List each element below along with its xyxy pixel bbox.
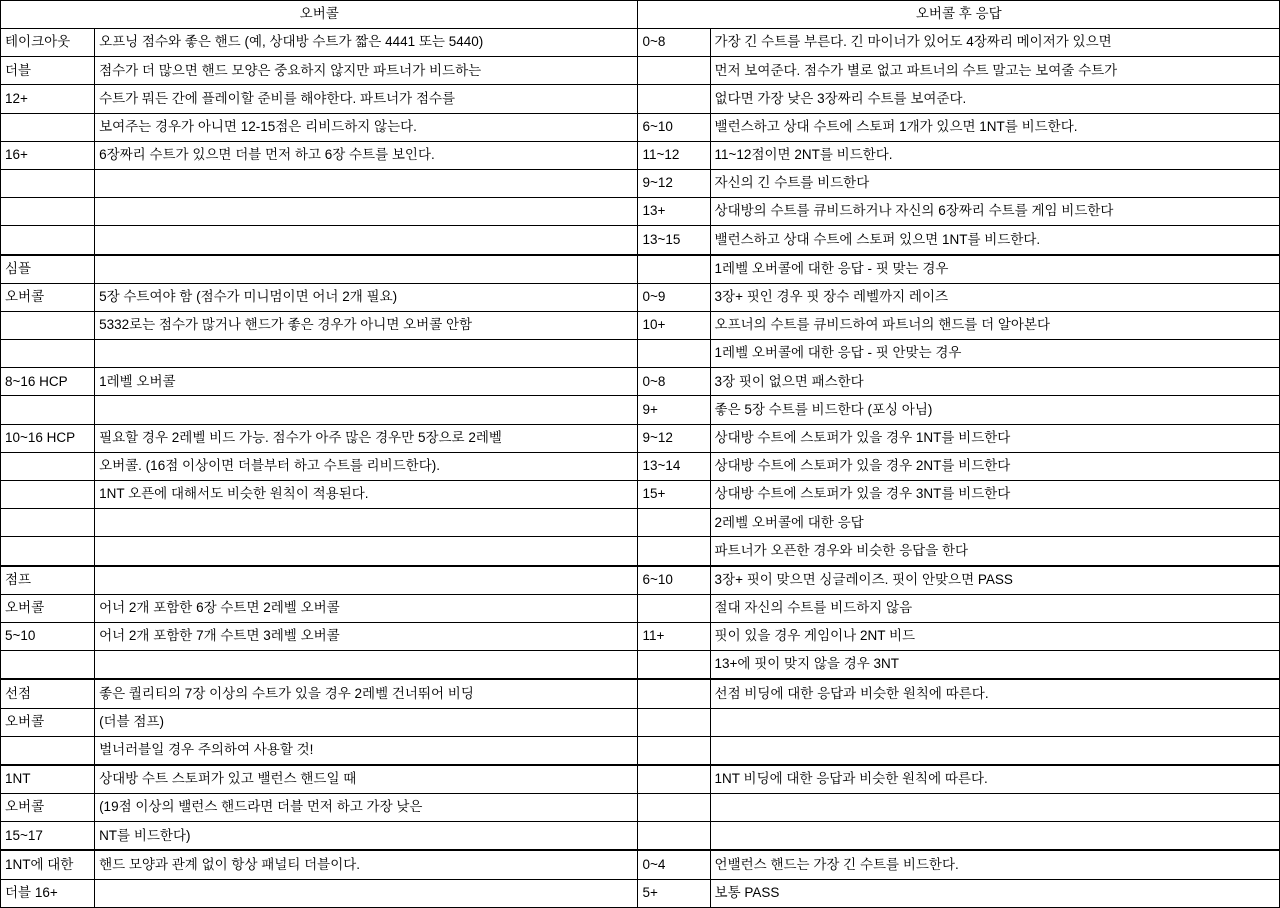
cell-category: 오버콜 <box>1 594 95 622</box>
cell-category <box>1 396 95 424</box>
cell-overcall-desc <box>95 169 638 197</box>
cell-category: 테이크아웃 <box>1 29 95 57</box>
cell-category <box>1 340 95 368</box>
cell-category: 1NT에 대한 <box>1 850 95 879</box>
cell-overcall-desc: 어너 2개 포함한 7개 수트면 3레벨 오버콜 <box>95 622 638 650</box>
cell-category: 오버콜 <box>1 708 95 736</box>
table-row <box>1 651 1280 680</box>
cell-response-desc: 절대 자신의 수트를 비드하지 않음 <box>710 594 1279 622</box>
table-header-row <box>1 1 1280 29</box>
cell-overcall-desc: 5장 수트여야 함 (점수가 미니멈이면 어너 2개 필요) <box>95 283 638 311</box>
cell-category: 오버콜 <box>1 283 95 311</box>
cell-response-desc: 상대방 수트에 스토퍼가 있을 경우 2NT를 비드한다 <box>710 452 1279 480</box>
cell-category: 오버콜 <box>1 794 95 822</box>
cell-points: 5+ <box>638 879 710 907</box>
table-row <box>1 537 1280 566</box>
table-row <box>1 113 1280 141</box>
cell-points <box>638 85 710 113</box>
cell-overcall-desc: 5332로는 점수가 많거나 핸드가 좋은 경우가 아니면 오버콜 안함 <box>95 311 638 339</box>
cell-overcall-desc <box>95 509 638 537</box>
cell-category: 15~17 <box>1 822 95 851</box>
cell-category <box>1 537 95 566</box>
cell-category: 심플 <box>1 255 95 284</box>
table-row <box>1 566 1280 595</box>
cell-category: 더블 <box>1 57 95 85</box>
cell-response-desc: 좋은 5장 수트를 비드한다 (포싱 아님) <box>710 396 1279 424</box>
table-row <box>1 340 1280 368</box>
table-row <box>1 452 1280 480</box>
table-row <box>1 141 1280 169</box>
table-row <box>1 594 1280 622</box>
cell-overcall-desc: (19점 이상의 밸런스 핸드라면 더블 먼저 하고 가장 낮은 <box>95 794 638 822</box>
cell-category: 1NT <box>1 765 95 794</box>
cell-points: 13~14 <box>638 452 710 480</box>
table-row <box>1 708 1280 736</box>
cell-response-desc: 3장+ 핏이 맞으면 싱글레이즈. 핏이 안맞으면 PASS <box>710 566 1279 595</box>
cell-response-desc: 1NT 비딩에 대한 응답과 비슷한 원칙에 따른다. <box>710 765 1279 794</box>
cell-points: 13~15 <box>638 226 710 255</box>
table-row <box>1 255 1280 284</box>
cell-category: 5~10 <box>1 622 95 650</box>
cell-points <box>638 57 710 85</box>
cell-category <box>1 226 95 255</box>
cell-response-desc: 1레벨 오버콜에 대한 응답 - 핏 안맞는 경우 <box>710 340 1279 368</box>
cell-category <box>1 311 95 339</box>
cell-points <box>638 736 710 765</box>
cell-points: 9+ <box>638 396 710 424</box>
cell-response-desc <box>710 794 1279 822</box>
cell-category: 점프 <box>1 566 95 595</box>
table-row <box>1 396 1280 424</box>
cell-points: 9~12 <box>638 169 710 197</box>
table-row <box>1 736 1280 765</box>
cell-points: 0~4 <box>638 850 710 879</box>
cell-overcall-desc: 6장짜리 수트가 있으면 더블 먼저 하고 6장 수트를 보인다. <box>95 141 638 169</box>
cell-response-desc: 먼저 보여준다. 점수가 별로 없고 파트너의 수트 말고는 보여줄 수트가 <box>710 57 1279 85</box>
table-row <box>1 679 1280 708</box>
cell-overcall-desc <box>95 879 638 907</box>
cell-points <box>638 594 710 622</box>
cell-response-desc: 핏이 있을 경우 게임이나 2NT 비드 <box>710 622 1279 650</box>
cell-overcall-desc: 점수가 더 많으면 핸드 모양은 중요하지 않지만 파트너가 비드하는 <box>95 57 638 85</box>
cell-overcall-desc: NT를 비드한다) <box>95 822 638 851</box>
cell-category <box>1 509 95 537</box>
cell-points: 0~8 <box>638 29 710 57</box>
cell-overcall-desc <box>95 340 638 368</box>
table-row <box>1 198 1280 226</box>
table-body <box>1 29 1280 908</box>
cell-points <box>638 794 710 822</box>
cell-points: 9~12 <box>638 424 710 452</box>
cell-response-desc: 보통 PASS <box>710 879 1279 907</box>
cell-points <box>638 708 710 736</box>
table-row <box>1 226 1280 255</box>
cell-category: 10~16 HCP <box>1 424 95 452</box>
cell-points <box>638 679 710 708</box>
cell-points <box>638 651 710 680</box>
cell-overcall-desc: 수트가 뭐든 간에 플레이할 준비를 해야한다. 파트너가 점수를 <box>95 85 638 113</box>
cell-response-desc <box>710 822 1279 851</box>
cell-category: 16+ <box>1 141 95 169</box>
cell-overcall-desc <box>95 198 638 226</box>
cell-category <box>1 113 95 141</box>
cell-response-desc: 상대방 수트에 스토퍼가 있을 경우 3NT를 비드한다 <box>710 481 1279 509</box>
table-row <box>1 424 1280 452</box>
cell-overcall-desc: 어너 2개 포함한 6장 수트면 2레벨 오버콜 <box>95 594 638 622</box>
cell-points: 11~12 <box>638 141 710 169</box>
table-row <box>1 85 1280 113</box>
cell-points: 0~9 <box>638 283 710 311</box>
cell-overcall-desc <box>95 255 638 284</box>
cell-points <box>638 822 710 851</box>
cell-response-desc: 선점 비딩에 대한 응답과 비슷한 원칙에 따른다. <box>710 679 1279 708</box>
cell-points: 15+ <box>638 481 710 509</box>
cell-response-desc: 13+에 핏이 맞지 않을 경우 3NT <box>710 651 1279 680</box>
cell-points: 6~10 <box>638 566 710 595</box>
cell-response-desc: 오프너의 수트를 큐비드하여 파트너의 핸드를 더 알아본다 <box>710 311 1279 339</box>
cell-overcall-desc <box>95 396 638 424</box>
cell-overcall-desc <box>95 537 638 566</box>
cell-points: 0~8 <box>638 368 710 396</box>
cell-overcall-desc <box>95 566 638 595</box>
cell-response-desc: 파트너가 오픈한 경우와 비슷한 응답을 한다 <box>710 537 1279 566</box>
cell-overcall-desc: 좋은 퀄리티의 7장 이상의 수트가 있을 경우 2레벨 건너뛰어 비딩 <box>95 679 638 708</box>
cell-response-desc: 가장 긴 수트를 부른다. 긴 마이너가 있어도 4장짜리 메이저가 있으면 <box>710 29 1279 57</box>
cell-category <box>1 169 95 197</box>
table-row <box>1 622 1280 650</box>
cell-response-desc: 밸런스하고 상대 수트에 스토퍼 있으면 1NT를 비드한다. <box>710 226 1279 255</box>
table-row <box>1 368 1280 396</box>
cell-points: 13+ <box>638 198 710 226</box>
cell-category <box>1 452 95 480</box>
cell-response-desc <box>710 708 1279 736</box>
cell-points <box>638 255 710 284</box>
cell-response-desc: 없다면 가장 낮은 3장짜리 수트를 보여준다. <box>710 85 1279 113</box>
cell-points: 11+ <box>638 622 710 650</box>
cell-response-desc: 언밸런스 핸드는 가장 긴 수트를 비드한다. <box>710 850 1279 879</box>
cell-category: 더블 16+ <box>1 879 95 907</box>
cell-points <box>638 340 710 368</box>
cell-overcall-desc: (더블 점프) <box>95 708 638 736</box>
table-row <box>1 283 1280 311</box>
cell-points: 10+ <box>638 311 710 339</box>
cell-response-desc: 1레벨 오버콜에 대한 응답 - 핏 맞는 경우 <box>710 255 1279 284</box>
table-row <box>1 879 1280 907</box>
cell-response-desc: 3장 핏이 없으면 패스한다 <box>710 368 1279 396</box>
cell-category: 12+ <box>1 85 95 113</box>
cell-overcall-desc: 벌너러블일 경우 주의하여 사용할 것! <box>95 736 638 765</box>
cell-response-desc: 상대방 수트에 스토퍼가 있을 경우 1NT를 비드한다 <box>710 424 1279 452</box>
cell-overcall-desc <box>95 226 638 255</box>
table-row <box>1 311 1280 339</box>
cell-response-desc: 밸런스하고 상대 수트에 스토퍼 1개가 있으면 1NT를 비드한다. <box>710 113 1279 141</box>
cell-overcall-desc: 1NT 오픈에 대해서도 비슷한 원칙이 적용된다. <box>95 481 638 509</box>
cell-category: 선점 <box>1 679 95 708</box>
cell-points: 6~10 <box>638 113 710 141</box>
cell-category: 8~16 HCP <box>1 368 95 396</box>
cell-response-desc: 상대방의 수트를 큐비드하거나 자신의 6장짜리 수트를 게임 비드한다 <box>710 198 1279 226</box>
table-row <box>1 794 1280 822</box>
cell-points <box>638 509 710 537</box>
table-row <box>1 481 1280 509</box>
cell-overcall-desc <box>95 651 638 680</box>
cell-response-desc: 2레벨 오버콜에 대한 응답 <box>710 509 1279 537</box>
cell-overcall-desc: 필요할 경우 2레벨 비드 가능. 점수가 아주 많은 경우만 5장으로 2레벨 <box>95 424 638 452</box>
cell-category <box>1 481 95 509</box>
table-row <box>1 57 1280 85</box>
cell-category <box>1 736 95 765</box>
cell-response-desc: 11~12점이면 2NT를 비드한다. <box>710 141 1279 169</box>
table-row <box>1 822 1280 851</box>
cell-category <box>1 198 95 226</box>
table-row <box>1 29 1280 57</box>
table-row <box>1 850 1280 879</box>
table-row <box>1 765 1280 794</box>
cell-points <box>638 765 710 794</box>
header-response: 오버콜 후 응답 <box>638 1 1280 29</box>
cell-response-desc: 자신의 긴 수트를 비드한다 <box>710 169 1279 197</box>
table-row <box>1 509 1280 537</box>
cell-overcall-desc: 오프닝 점수와 좋은 핸드 (예, 상대방 수트가 짧은 4441 또는 5440) <box>95 29 638 57</box>
header-overcall: 오버콜 <box>1 1 638 29</box>
cell-overcall-desc: 상대방 수트 스토퍼가 있고 밸런스 핸드일 때 <box>95 765 638 794</box>
cell-points <box>638 537 710 566</box>
cell-response-desc <box>710 736 1279 765</box>
cell-response-desc: 3장+ 핏인 경우 핏 장수 레벨까지 레이즈 <box>710 283 1279 311</box>
cell-overcall-desc: 1레벨 오버콜 <box>95 368 638 396</box>
cell-overcall-desc: 보여주는 경우가 아니면 12-15점은 리비드하지 않는다. <box>95 113 638 141</box>
cell-overcall-desc: 핸드 모양과 관계 없이 항상 패널티 더블이다. <box>95 850 638 879</box>
cell-category <box>1 651 95 680</box>
table-row <box>1 169 1280 197</box>
cell-overcall-desc: 오버콜. (16점 이상이면 더블부터 하고 수트를 리비드한다). <box>95 452 638 480</box>
